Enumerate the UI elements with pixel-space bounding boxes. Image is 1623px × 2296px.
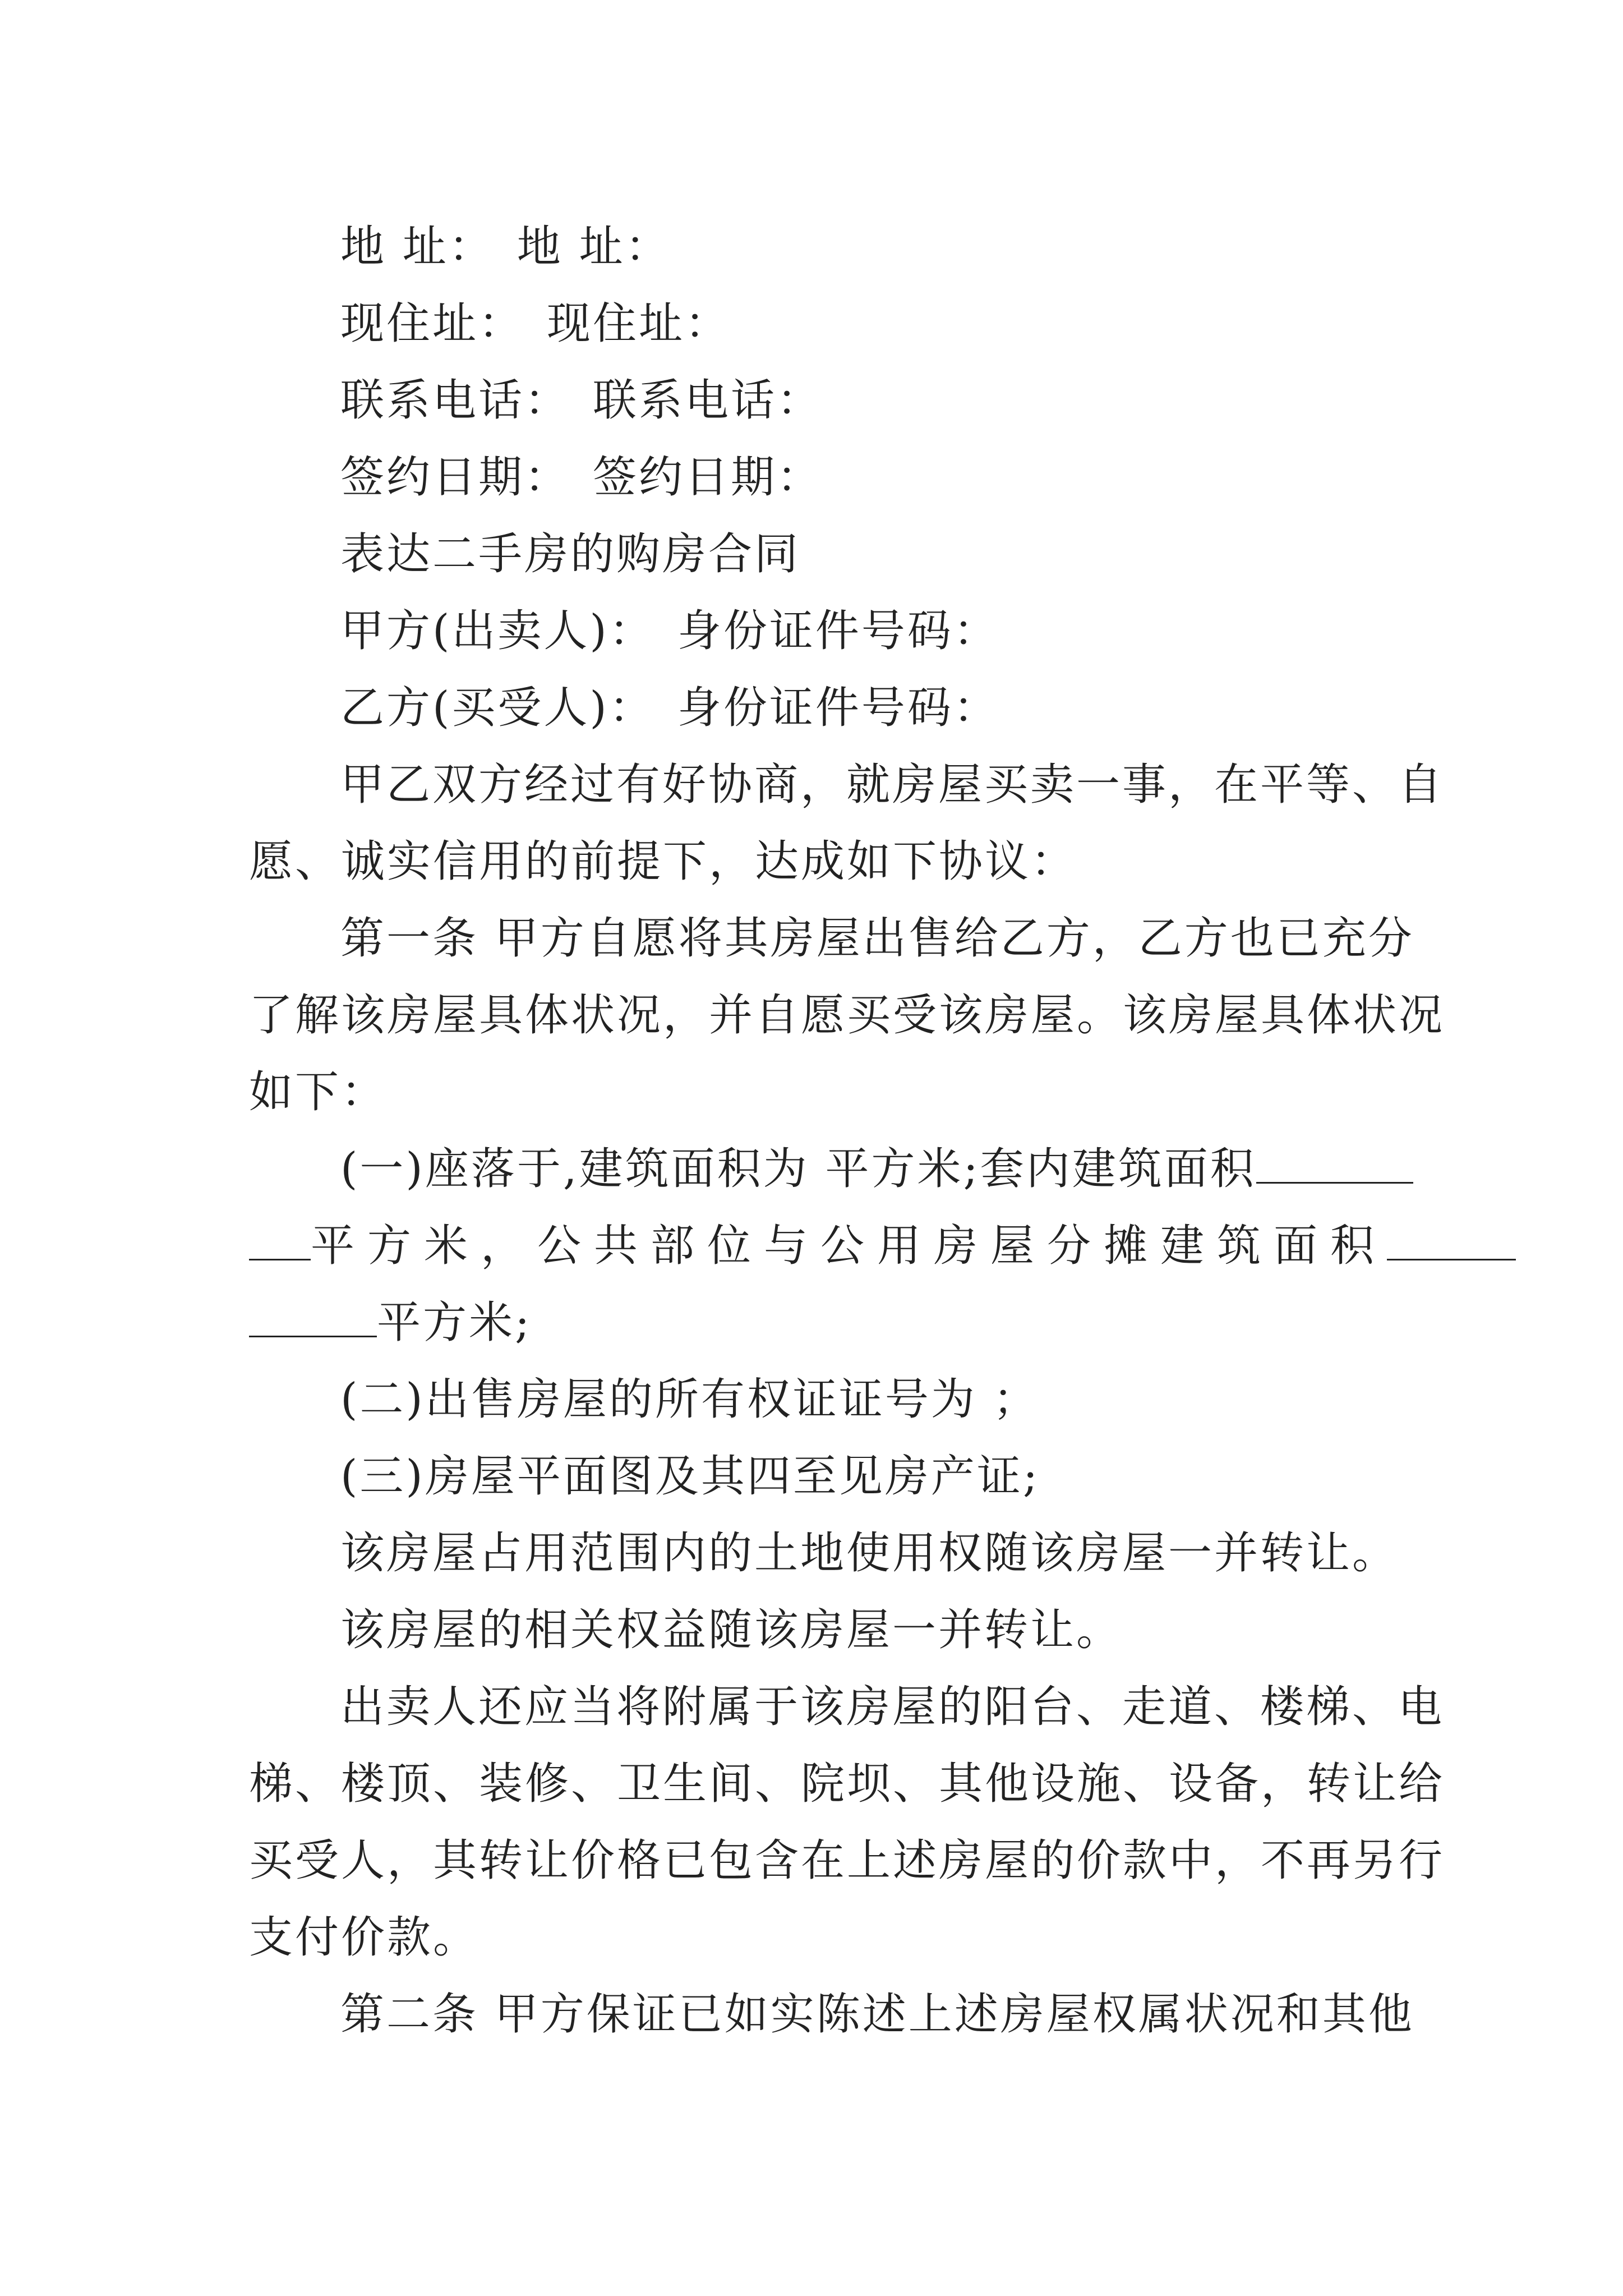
shared-area-blank-cont — [249, 1296, 377, 1337]
item2-line: (二)出售房屋的所有权证证号为 ； — [340, 1374, 1039, 1425]
address-row — [340, 219, 671, 275]
party-b-phone-label: 联系电话： — [593, 375, 823, 426]
article2-line-1: 第二条 甲方保证已如实陈述上述房屋权属状况和其他 — [340, 1989, 1414, 2040]
article1-line-1: 第一条 甲方自愿将其房屋出售给乙方，乙方也已充分 — [340, 913, 1414, 964]
date-row — [340, 449, 823, 505]
item1-line-2 — [249, 1218, 1516, 1274]
inner-area-blank-cont — [249, 1220, 311, 1260]
item1-line-3 — [249, 1295, 532, 1351]
item1-line-1 — [340, 1141, 1413, 1197]
party-a-phone-label: 联系电话： — [340, 375, 571, 426]
party-a-row — [340, 603, 999, 659]
inner-area-blank — [1256, 1143, 1413, 1184]
party-a-id-label: 身份证件号码： — [677, 606, 999, 656]
party-a-label: 甲方(出卖人)： — [340, 606, 655, 656]
land-use-line: 该房屋占用范围内的土地使用权随该房屋一并转让。 — [340, 1528, 1399, 1579]
attachments-line-4: 支付价款。 — [249, 1912, 479, 1963]
contract-title: 表达二手房的购房合同 — [340, 529, 801, 579]
article1-line-2: 了解该房屋具体状况，并自愿买受该房屋。该房屋具体状况 — [249, 990, 1445, 1041]
shared-area-blank — [1387, 1220, 1516, 1260]
article1-line-3: 如下： — [249, 1067, 388, 1117]
party-a-address-label: 地 址： — [340, 222, 495, 272]
party-b-row — [340, 680, 999, 736]
party-a-date-label: 签约日期： — [340, 452, 571, 503]
party-b-date-label: 签约日期： — [593, 452, 823, 503]
rights-line: 该房屋的相关权益随该房屋一并转让。 — [340, 1605, 1123, 1655]
item1-text-1: (一)座落于,建筑面积为 平方米;套内建筑面积 — [340, 1144, 1256, 1194]
item1-text-2: 平方米，公共部位与公用房屋分摊建筑面积 — [311, 1221, 1387, 1271]
attachments-line-1: 出卖人还应当将附属于该房屋的阳台、走道、楼梯、电 — [340, 1682, 1445, 1732]
item3-line: (三)房屋平面图及其四至见房产证; — [340, 1451, 1040, 1502]
preamble-line-2: 愿、诚实信用的前提下，达成如下协议： — [249, 836, 1077, 887]
party-a-residence-label: 现住址： — [340, 298, 525, 349]
item1-text-3: 平方米; — [377, 1297, 532, 1348]
attachments-line-3: 买受人，其转让价格已包含在上述房屋的价款中，不再另行 — [249, 1835, 1445, 1886]
party-b-id-label: 身份证件号码： — [677, 683, 999, 733]
party-b-residence-label: 现住址： — [547, 298, 731, 349]
party-b-label: 乙方(买受人)： — [340, 683, 655, 733]
preamble-line-1: 甲乙双方经过有好协商，就房屋买卖一事，在平等、自 — [340, 760, 1445, 810]
party-b-address-label: 地 址： — [517, 222, 671, 272]
phone-row — [340, 372, 823, 429]
attachments-line-2: 梯、楼顶、装修、卫生间、院坝、其他设施、设备，转让给 — [249, 1759, 1445, 1809]
residence-row — [340, 296, 731, 352]
